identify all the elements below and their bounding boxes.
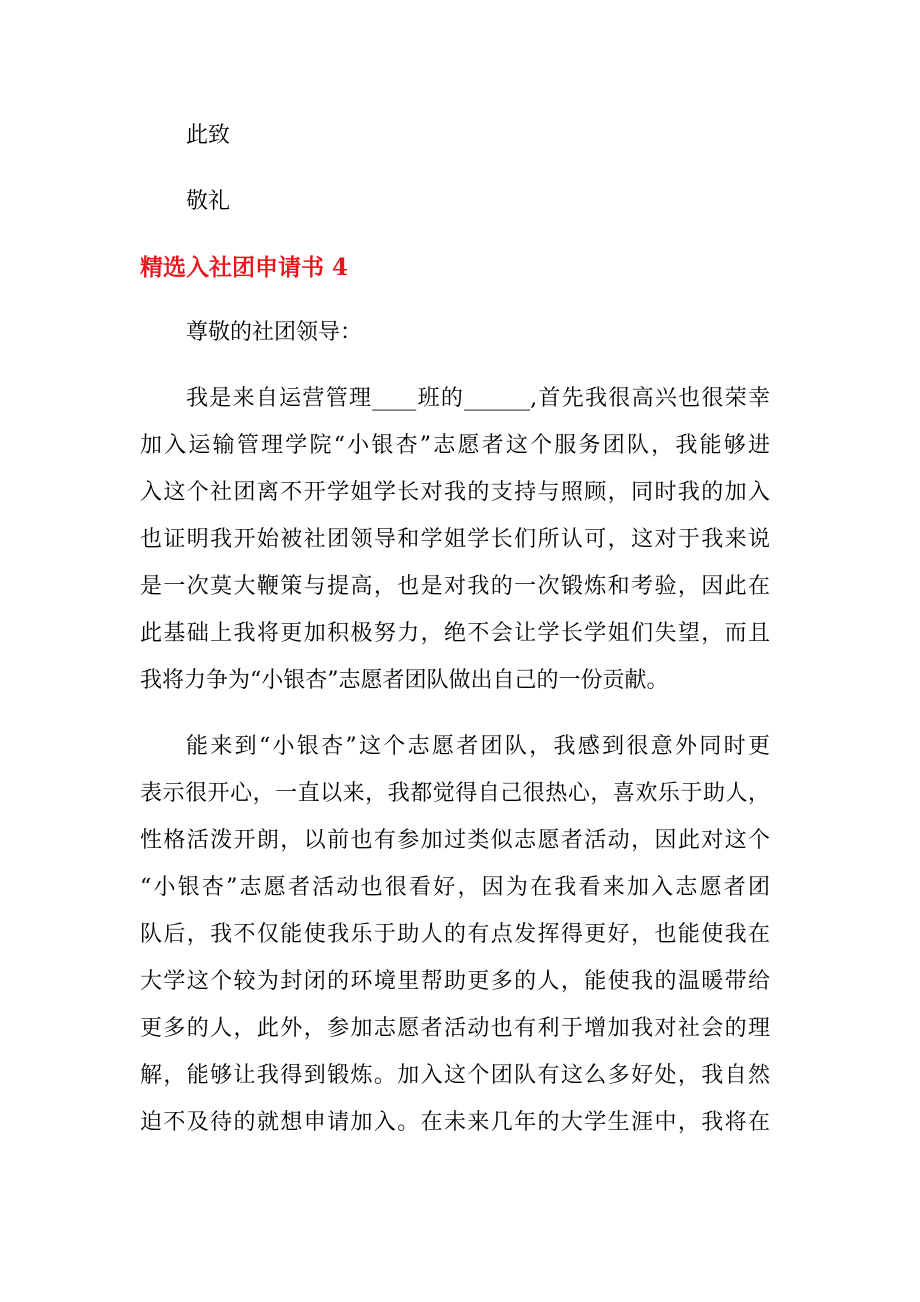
section-title: 精选入社团申请书 4 [140,254,349,281]
paragraph1-line: 入这个社团离不开学姐学长对我的支持与照顾，同时我的加入 [140,480,770,505]
paragraph2-line: 解，能够让我得到锻炼。加入这个团队有这么多好处，我自然 [140,1063,770,1088]
paragraph1-line: 也证明我开始被社团领导和学姐学长们所认可，这对于我来说 [140,527,770,552]
paragraph2-line: 更多的人，此外，参加志愿者活动也有利于增加我对社会的理 [140,1016,770,1041]
paragraph2-line: 大学这个较为封闭的环境里帮助更多的人，能使我的温暖带给 [140,969,770,994]
paragraph1-line: 是一次莫大鞭策与提高，也是对我的一次锻炼和考验，因此在 [140,574,770,599]
paragraph2-line: 能来到“小银杏”这个志愿者团队，我感到很意外同时更 [186,734,770,759]
salutation: 尊敬的社团领导： [186,320,363,345]
closing-line-2: 敬礼 [186,189,231,214]
paragraph2-line: 迫不及待的就想申请加入。在未来几年的大学生涯中，我将在 [140,1110,770,1135]
paragraph2-line: 表示很开心，一直以来，我都觉得自己很热心，喜欢乐于助人， [140,781,770,806]
paragraph1-line: 加入运输管理学院“小银杏”志愿者这个服务团队，我能够进 [140,433,770,458]
paragraph2-line: 性格活泼开朗，以前也有参加过类似志愿者活动，因此对这个 [140,828,770,853]
paragraph2-line: 队后，我不仅能使我乐于助人的有点发挥得更好，也能使我在 [140,922,770,947]
closing-line-1: 此致 [186,123,231,148]
paragraph1-line: 我将力争为“小银杏”志愿者团队做出自己的一份贡献。 [140,668,669,693]
paragraph2-line: “小银杏”志愿者活动也很看好，因为在我看来加入志愿者团 [140,875,770,900]
paragraph1-line: 我是来自运营管理____班的______,首先我很高兴也很荣幸 [186,386,770,411]
paragraph1-line: 此基础上我将更加积极努力，绝不会让学长学姐们失望，而且 [140,621,770,646]
